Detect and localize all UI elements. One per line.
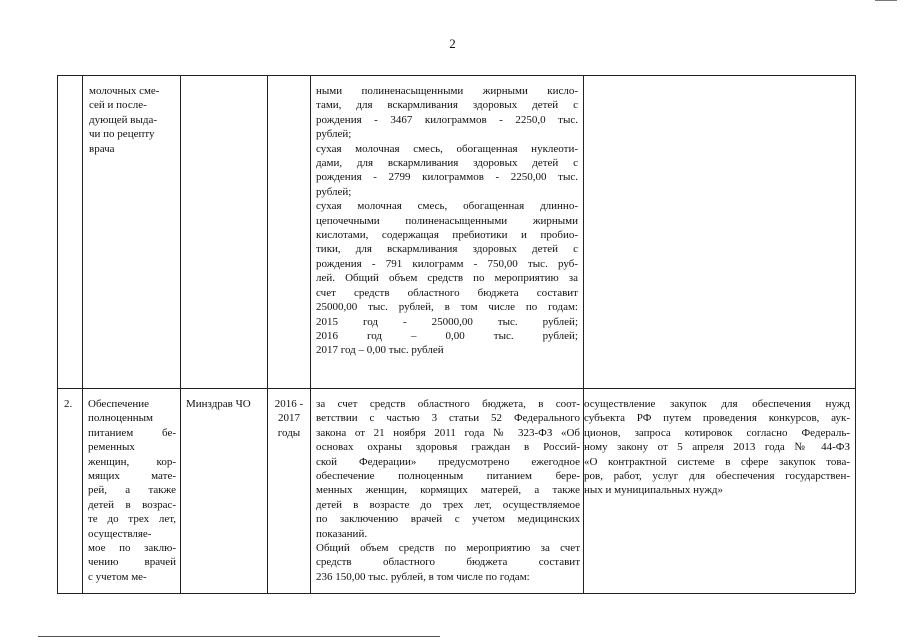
row2-executor: Минздрав ЧО <box>186 398 251 410</box>
scan-corner-mark <box>875 0 897 1</box>
bottom-rule <box>38 636 440 637</box>
procurement-text-line: субъекта РФ путем проведения конкурсов, аук- <box>584 412 850 425</box>
activity-name-line: мое по заклю- <box>88 542 176 555</box>
activity-name-line: мящих мате- <box>88 470 176 483</box>
activity-name-line: чению врачей <box>88 556 176 569</box>
activity-name-line: Обеспечение <box>88 398 149 410</box>
activity-name-line: врача <box>89 142 115 155</box>
funding-text-line: сухая молочная смесь, обогащенная длинно- <box>316 200 578 213</box>
table-bottom-border <box>57 593 855 594</box>
column-border <box>310 75 311 593</box>
period-line: 2016 - <box>274 398 304 410</box>
funding-text-line: ской Федерации» предусмотрено ежегодное <box>316 455 580 468</box>
funding-text-line: рождения - 3467 килограммов - 2250,0 тыс. <box>316 113 578 126</box>
procurement-text-line: ров, работ, услуг для обеспечения государствен- <box>584 470 850 483</box>
funding-text-line: рублей; <box>316 185 352 198</box>
row1-funding-text <box>316 84 578 358</box>
activity-name-line: те до трех лет, <box>88 513 176 526</box>
column-border <box>267 75 268 593</box>
funding-text-line: 2016 год – 0,00 тыс. рублей; <box>316 329 578 342</box>
row-divider <box>57 388 855 389</box>
row2-period <box>270 397 308 440</box>
procurement-text-line: осуществление закупок для обеспечения нужд <box>584 398 850 410</box>
column-border-right <box>855 75 856 593</box>
funding-text-line: закона от 21 ноября 2011 года № 323-ФЗ «Об <box>316 426 580 439</box>
funding-text-line: основах охраны здоровья граждан в Россий- <box>316 441 580 454</box>
period-line: годы <box>277 426 301 439</box>
funding-text-line: средств областного бюджета составит <box>316 556 580 569</box>
funding-text-line: 25000,00 тыс. рублей, в том числе по годам: <box>316 301 578 314</box>
column-border <box>82 75 83 593</box>
funding-text-line: рождения - 791 килограмм - 750,00 тыс. руб- <box>316 257 578 270</box>
column-border <box>583 75 584 593</box>
funding-text-line: счет средств областного бюджета составит <box>316 286 578 299</box>
funding-text-line: рождения - 2799 килограммов - 2250,00 тыс. <box>316 171 578 184</box>
funding-text-line: дами, для вскармливания здоровых детей с <box>316 157 578 170</box>
funding-text-line: по заключению врачей с учетом медицинских <box>316 513 580 526</box>
funding-text-line: тики, для вскармливания здоровых детей с <box>316 243 578 256</box>
row2-funding-text <box>316 397 580 584</box>
funding-text-line: цепочечными полиненасыщенными жирными <box>316 214 578 227</box>
funding-text-line: сухая молочная смесь, обогащенная нуклеоти- <box>316 142 578 155</box>
activity-name-line: сей и после- <box>89 99 147 112</box>
funding-text-line: тами, для вскармливания здоровых детей с <box>316 99 578 112</box>
funding-text-line: обеспечение полноценным питанием бере- <box>316 470 580 483</box>
activity-name-line: питанием бе- <box>88 426 176 439</box>
table-top-border <box>57 75 855 76</box>
period-line: 2017 <box>278 412 300 425</box>
funding-text-line: 236 150,00 тыс. рублей, в том числе по годам: <box>316 570 530 583</box>
row2-procurement-text <box>584 397 850 498</box>
activity-name-line: рей, а также <box>88 484 176 497</box>
activity-name-line: женщин, кор- <box>88 455 176 468</box>
row2-number: 2. <box>64 398 73 410</box>
column-border <box>180 75 181 593</box>
funding-text-line: лей. Общий объем средств по мероприятию за <box>316 272 578 285</box>
column-border-left <box>57 75 58 593</box>
funding-text-line: рублей; <box>316 128 352 141</box>
procurement-text-line: ционов, запроса котировок согласно Федераль- <box>584 426 850 439</box>
activity-name-line: дующей выда- <box>89 113 158 126</box>
row1-activity-name <box>89 84 177 156</box>
activity-name-line: осуществляе- <box>88 527 152 540</box>
funding-text-line: 2017 год – 0,00 тыс. рублей <box>316 344 444 357</box>
activity-name-line: с учетом ме- <box>88 570 147 583</box>
funding-text-line: ными полиненасыщенными жирными кисло- <box>316 85 578 97</box>
procurement-text-line: «О контрактной системе в сфере закупок това- <box>584 455 850 468</box>
funding-text-line: показаний. <box>316 527 368 540</box>
activity-name-line: полноценным <box>88 412 154 425</box>
funding-text-line: ветствии с частью 3 статьи 52 Федерального <box>316 412 580 425</box>
page-number: 2 <box>449 36 456 51</box>
funding-text-line: менных женщин, кормящих матерей, а также <box>316 484 580 497</box>
activity-name-line: молочных сме- <box>89 85 160 97</box>
activity-name-line: детей в возрас- <box>88 498 176 511</box>
funding-text-line: за счет средств областного бюджета, в соот- <box>316 398 580 410</box>
activity-name-line: ременных <box>88 441 135 454</box>
procurement-text-line: ных и муниципальных нужд» <box>584 484 724 497</box>
row2-activity-name <box>88 397 176 584</box>
activity-name-line: чи по рецепту <box>89 128 155 141</box>
funding-text-line: Общий объем средств по мероприятию за счет <box>316 542 580 555</box>
funding-text-line: детей в возрасте до трех лет, осуществляемое <box>316 498 580 511</box>
funding-text-line: 2015 год - 25000,00 тыс. рублей; <box>316 315 578 328</box>
funding-text-line: кислотами, содержащая пребиотики и пробио- <box>316 229 578 242</box>
procurement-text-line: ному закону от 5 апреля 2013 года № 44-ФЗ <box>584 441 850 454</box>
